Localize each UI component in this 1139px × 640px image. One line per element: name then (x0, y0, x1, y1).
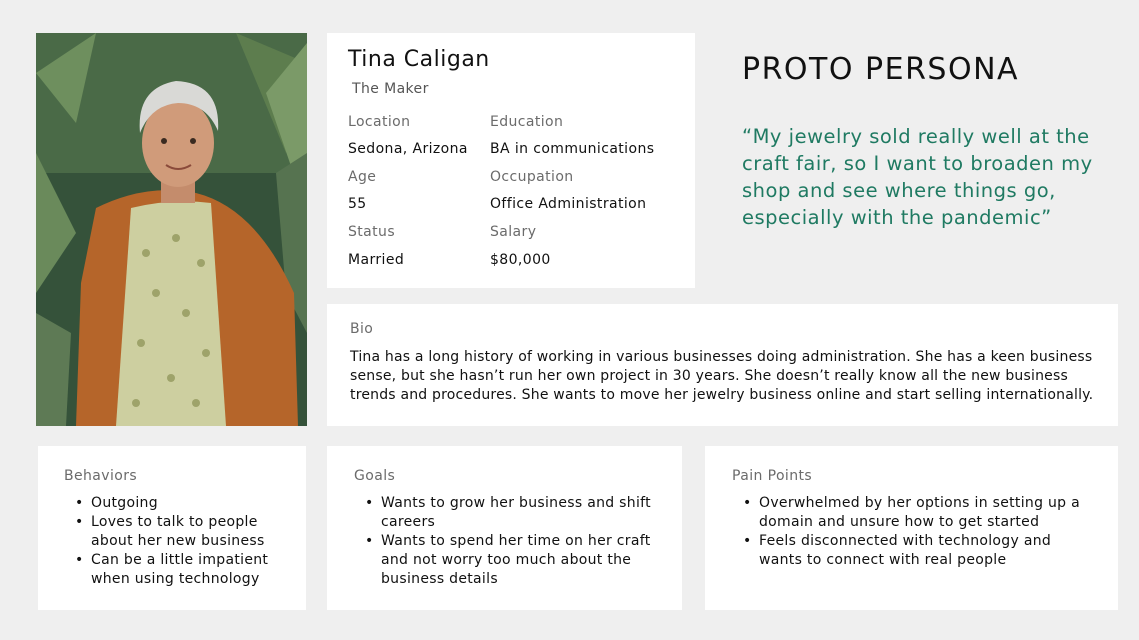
persona-photo (36, 33, 307, 426)
pain-points-list (742, 494, 1097, 570)
list-item: • Wants to spend her time on her craft and not worry too much about the business details (364, 532, 664, 589)
location-label: Location (348, 114, 411, 130)
goals-label: Goals (354, 468, 396, 484)
goals-list (364, 494, 664, 589)
persona-name: Tina Caligan (348, 47, 490, 72)
profile-card (327, 33, 695, 288)
list-item: • Overwhelmed by her options in setting up a domain and unsure how to get started (742, 494, 1097, 532)
portrait-image (36, 33, 307, 426)
pain-points-card (705, 446, 1118, 610)
bio-label: Bio (350, 321, 374, 337)
list-item: • Loves to talk to people about her new business (74, 513, 299, 551)
education-value: BA in communications (490, 141, 655, 157)
age-label: Age (348, 169, 377, 185)
behaviors-list (74, 494, 299, 589)
occupation-value: Office Administration (490, 196, 647, 212)
list-item: • Wants to grow her business and shift careers (364, 494, 664, 532)
goals-card (327, 446, 682, 610)
bio-text: Tina has a long history of working in various businesses doing administration. She has a keen business sense, but she hasn’t run her own project in 30 years. She doesn’t really know all the new business trends and procedures. She wants to move her jewelry business online and start selling internationally. (350, 349, 1094, 403)
list-item: • Can be a little impatient when using technology (74, 551, 299, 589)
age-value: 55 (348, 196, 367, 212)
behaviors-card (38, 446, 306, 610)
education-label: Education (490, 114, 564, 130)
pain-points-label: Pain Points (732, 468, 813, 484)
salary-label: Salary (490, 224, 537, 240)
list-item: • Outgoing (74, 494, 299, 513)
list-item: • Feels disconnected with technology and wants to connect with real people (742, 532, 1097, 570)
behaviors-label: Behaviors (64, 468, 138, 484)
location-value: Sedona, Arizona (348, 141, 468, 157)
bio-card (327, 304, 1118, 426)
persona-quote: “My jewelry sold really well at the craft fair, so I want to broaden my shop and see where things go, especially with the pandemic” (742, 125, 1093, 229)
salary-value: $80,000 (490, 252, 551, 268)
status-value: Married (348, 252, 405, 268)
persona-role: The Maker (352, 81, 429, 97)
occupation-label: Occupation (490, 169, 574, 185)
page-title: PROTO PERSONA (742, 52, 1020, 87)
status-label: Status (348, 224, 396, 240)
